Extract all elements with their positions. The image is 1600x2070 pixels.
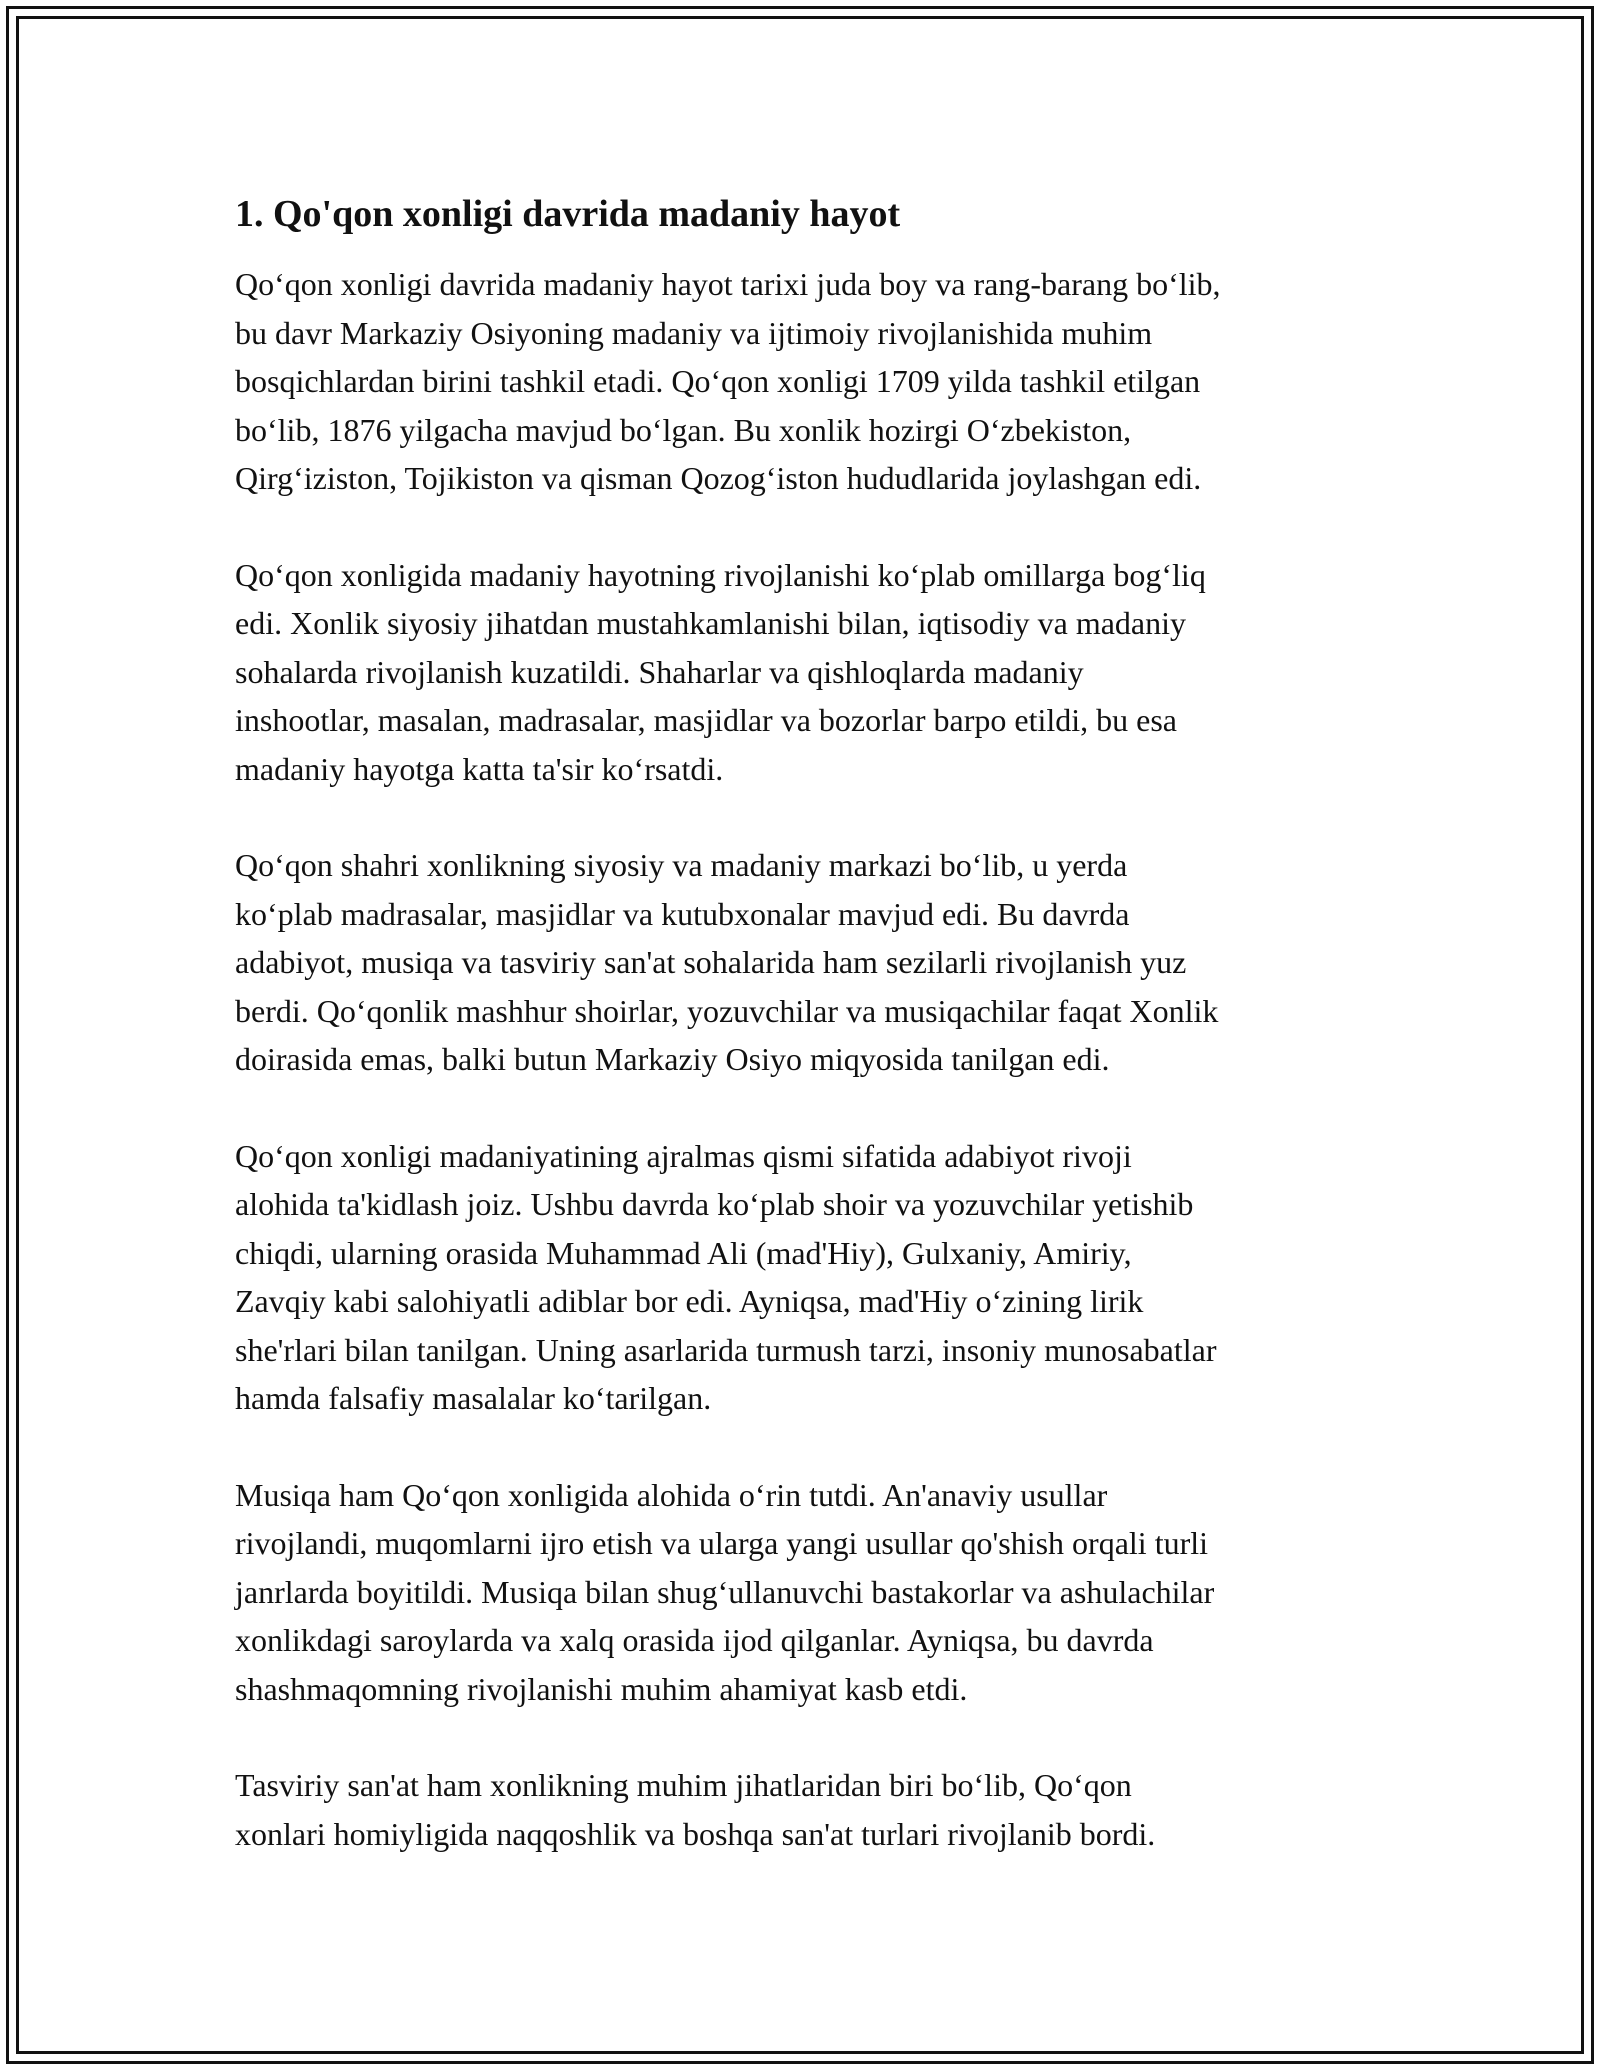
paragraph-line: madaniy hayotga katta ta'sir ko‘rsatdi. — [235, 750, 724, 787]
paragraph-4 — [235, 1132, 1375, 1423]
paragraph-line: Qo‘qon xonligida madaniy hayotning rivojlanishi ko‘plab omillarga bog‘liq — [235, 556, 1206, 593]
paragraph-line: Qo‘qon xonligi davrida madaniy hayot tarixi juda boy va rang-barang bo‘lib, — [235, 266, 1221, 302]
paragraph-line: chiqdi, ularning orasida Muhammad Ali (mad'Hiy), Gulxaniy, Amiriy, — [235, 1234, 1132, 1271]
paragraph-3 — [235, 841, 1375, 1084]
paragraph-line: sohalarda rivojlanish kuzatildi. Shaharlar va qishloqlarda madaniy — [235, 653, 1084, 690]
paragraph-1 — [235, 260, 1375, 503]
paragraph-line: bo‘lib, 1876 yilgacha mavjud bo‘lgan. Bu xonlik hozirgi O‘zbekiston, — [235, 411, 1132, 448]
paragraph-line: rivojlandi, muqomlarni ijro etish va ularga yangi usullar qo'shish orqali turli — [235, 1525, 1209, 1561]
paragraph-line: edi. Xonlik siyosiy jihatdan mustahkamlanishi bilan, iqtisodiy va madaniy — [235, 605, 1186, 641]
paragraph-line: hamda falsafiy masalalar ko‘tarilgan. — [235, 1380, 712, 1416]
paragraph-line: shashmaqomning rivojlanishi muhim ahamiyat kasb etdi. — [235, 1670, 968, 1707]
paragraph-line: janrlarda boyitildi. Musiqa bilan shug‘ullanuvchi bastakorlar va ashulachilar — [235, 1573, 1215, 1610]
paragraph-line: doirasida emas, balki butun Markaziy Osiyo miqyosida tanilgan edi. — [235, 1041, 1110, 1077]
paragraph-line: Qo‘qon shahri xonlikning siyosiy va madaniy markazi bo‘lib, u yerda — [235, 847, 1128, 883]
paragraph-line: she'rlari bilan tanilgan. Uning asarlarida turmush tarzi, insoniy munosabatlar — [235, 1331, 1217, 1368]
paragraph-line: xonlari homiyligida naqqoshlik va boshqa san'at turlari rivojlanib bordi. — [235, 1815, 1156, 1852]
paragraph-line: adabiyot, musiqa va tasviriy san'at sohalarida ham sezilarli rivojlanish yuz — [235, 944, 1187, 980]
paragraph-5 — [235, 1471, 1375, 1714]
paragraph-line: inshootlar, masalan, madrasalar, masjidlar va bozorlar barpo etildi, bu esa — [235, 702, 1177, 738]
paragraph-line: Qirg‘iziston, Tojikiston va qisman Qozog‘iston hududlarida joylashgan edi. — [235, 460, 1202, 496]
paragraph-line: bu davr Markaziy Osiyoning madaniy va ijtimoiy rivojlanishida muhim — [235, 314, 1153, 351]
paragraph-line: alohida ta'kidlash joiz. Ushbu davrda ko‘plab shoir va yozuvchilar yetishib — [235, 1186, 1194, 1222]
paragraph-6 — [235, 1761, 1375, 1858]
page-title: 1. Qo'qon xonligi davrida madaniy hayot — [235, 193, 901, 235]
paragraph-line: Tasviriy san'at ham xonlikning muhim jihatlaridan biri bo‘lib, Qo‘qon — [235, 1767, 1132, 1803]
paragraph-line: Qo‘qon xonligi madaniyatining ajralmas qismi sifatida adabiyot rivoji — [235, 1137, 1132, 1174]
paragraph-line: berdi. Qo‘qonlik mashhur shoirlar, yozuvchilar va musiqachilar faqat Xonlik — [235, 992, 1219, 1029]
paragraph-2 — [235, 551, 1375, 794]
paragraph-line: Zavqiy kabi salohiyatli adiblar bor edi. Ayniqsa, mad'Hiy o‘zining lirik — [235, 1283, 1144, 1319]
paragraph-line: xonlikdagi saroylarda va xalq orasida ijod qilganlar. Ayniqsa, bu davrda — [235, 1622, 1154, 1658]
paragraph-line: Musiqa ham Qo‘qon xonligida alohida o‘rin tutdi. An'anaviy usullar — [235, 1476, 1108, 1513]
paragraph-line: bosqichlardan birini tashkil etadi. Qo‘qon xonligi 1709 yilda tashkil etilgan — [235, 363, 1201, 399]
paragraph-line: ko‘plab madrasalar, masjidlar va kutubxonalar mavjud edi. Bu davrda — [235, 895, 1130, 932]
document-body — [235, 186, 1375, 1906]
